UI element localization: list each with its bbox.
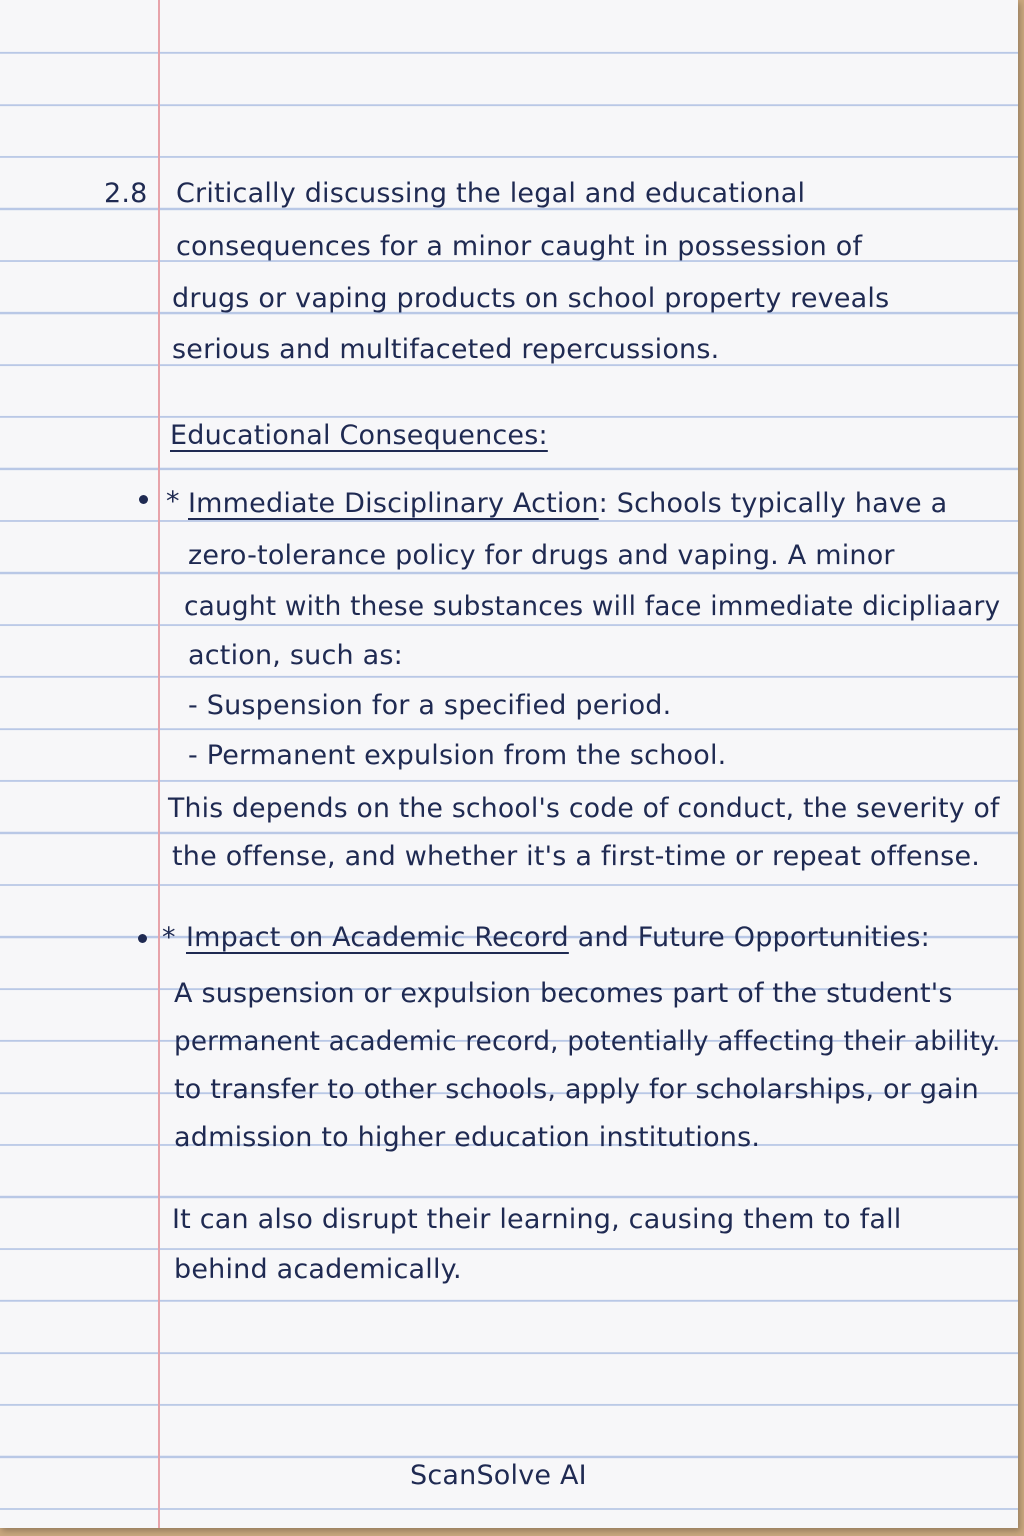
bullet-2-marker: * <box>162 922 176 953</box>
bullet-1-subitem-1: - Suspension for a specified period. <box>188 690 672 721</box>
bullet-2-line-2: permanent academic record, potentially affecting their ability. <box>174 1026 1001 1057</box>
bullet-1-title: Immediate Disciplinary Action <box>188 488 599 519</box>
bullet-2-title: Impact on Academic Record <box>186 922 569 953</box>
bullet-2-line-1: A suspension or expulsion becomes part of the student's <box>174 978 953 1009</box>
bullet-2-line-3: to transfer to other schools, apply for scholarships, or gain <box>174 1074 979 1105</box>
margin-line <box>158 0 160 1528</box>
intro-line-4: serious and multifaceted repercussions. <box>172 334 720 365</box>
bullet-1-line-1 <box>188 490 947 517</box>
bullet-2-title-line <box>186 924 930 951</box>
bullet-2-para-line-2: behind academically. <box>174 1254 462 1285</box>
bullet-1-marker: * <box>166 486 180 517</box>
bullet-2-title-rest: and Future Opportunities: <box>568 922 930 953</box>
bullet-1-line-4: action, such as: <box>188 640 403 671</box>
bullet-dot-2 <box>138 934 147 943</box>
bullet-1-first-line-rest: : Schools typically have a <box>598 488 948 519</box>
question-number: 2.8 <box>104 178 148 209</box>
bullet-2-line-4: admission to higher education institutions. <box>174 1122 761 1153</box>
bullet-1-para-line-1: This depends on the school's code of conduct, the severity of <box>168 793 1000 824</box>
bullet-2-para-line-1: It can also disrupt their learning, causing them to fall <box>172 1204 902 1235</box>
intro-line-3: drugs or vaping products on school property reveals <box>172 283 890 314</box>
bullet-1-line-3: caught with these substances will face immediate dicipliaary <box>184 591 1001 622</box>
footer-watermark: ScanSolve AI <box>410 1460 587 1491</box>
bullet-dot-1 <box>139 495 148 504</box>
intro-line-1: Critically discussing the legal and educational <box>176 178 806 209</box>
bullet-1-para-line-2: the offense, and whether it's a first-time or repeat offense. <box>172 841 981 872</box>
bullet-1-subitem-2: - Permanent expulsion from the school. <box>188 740 727 771</box>
intro-line-2: consequences for a minor caught in possession of <box>176 231 863 262</box>
section-heading: Educational Consequences: <box>170 420 548 451</box>
bullet-1-line-2: zero-tolerance policy for drugs and vaping. A minor <box>188 540 895 571</box>
